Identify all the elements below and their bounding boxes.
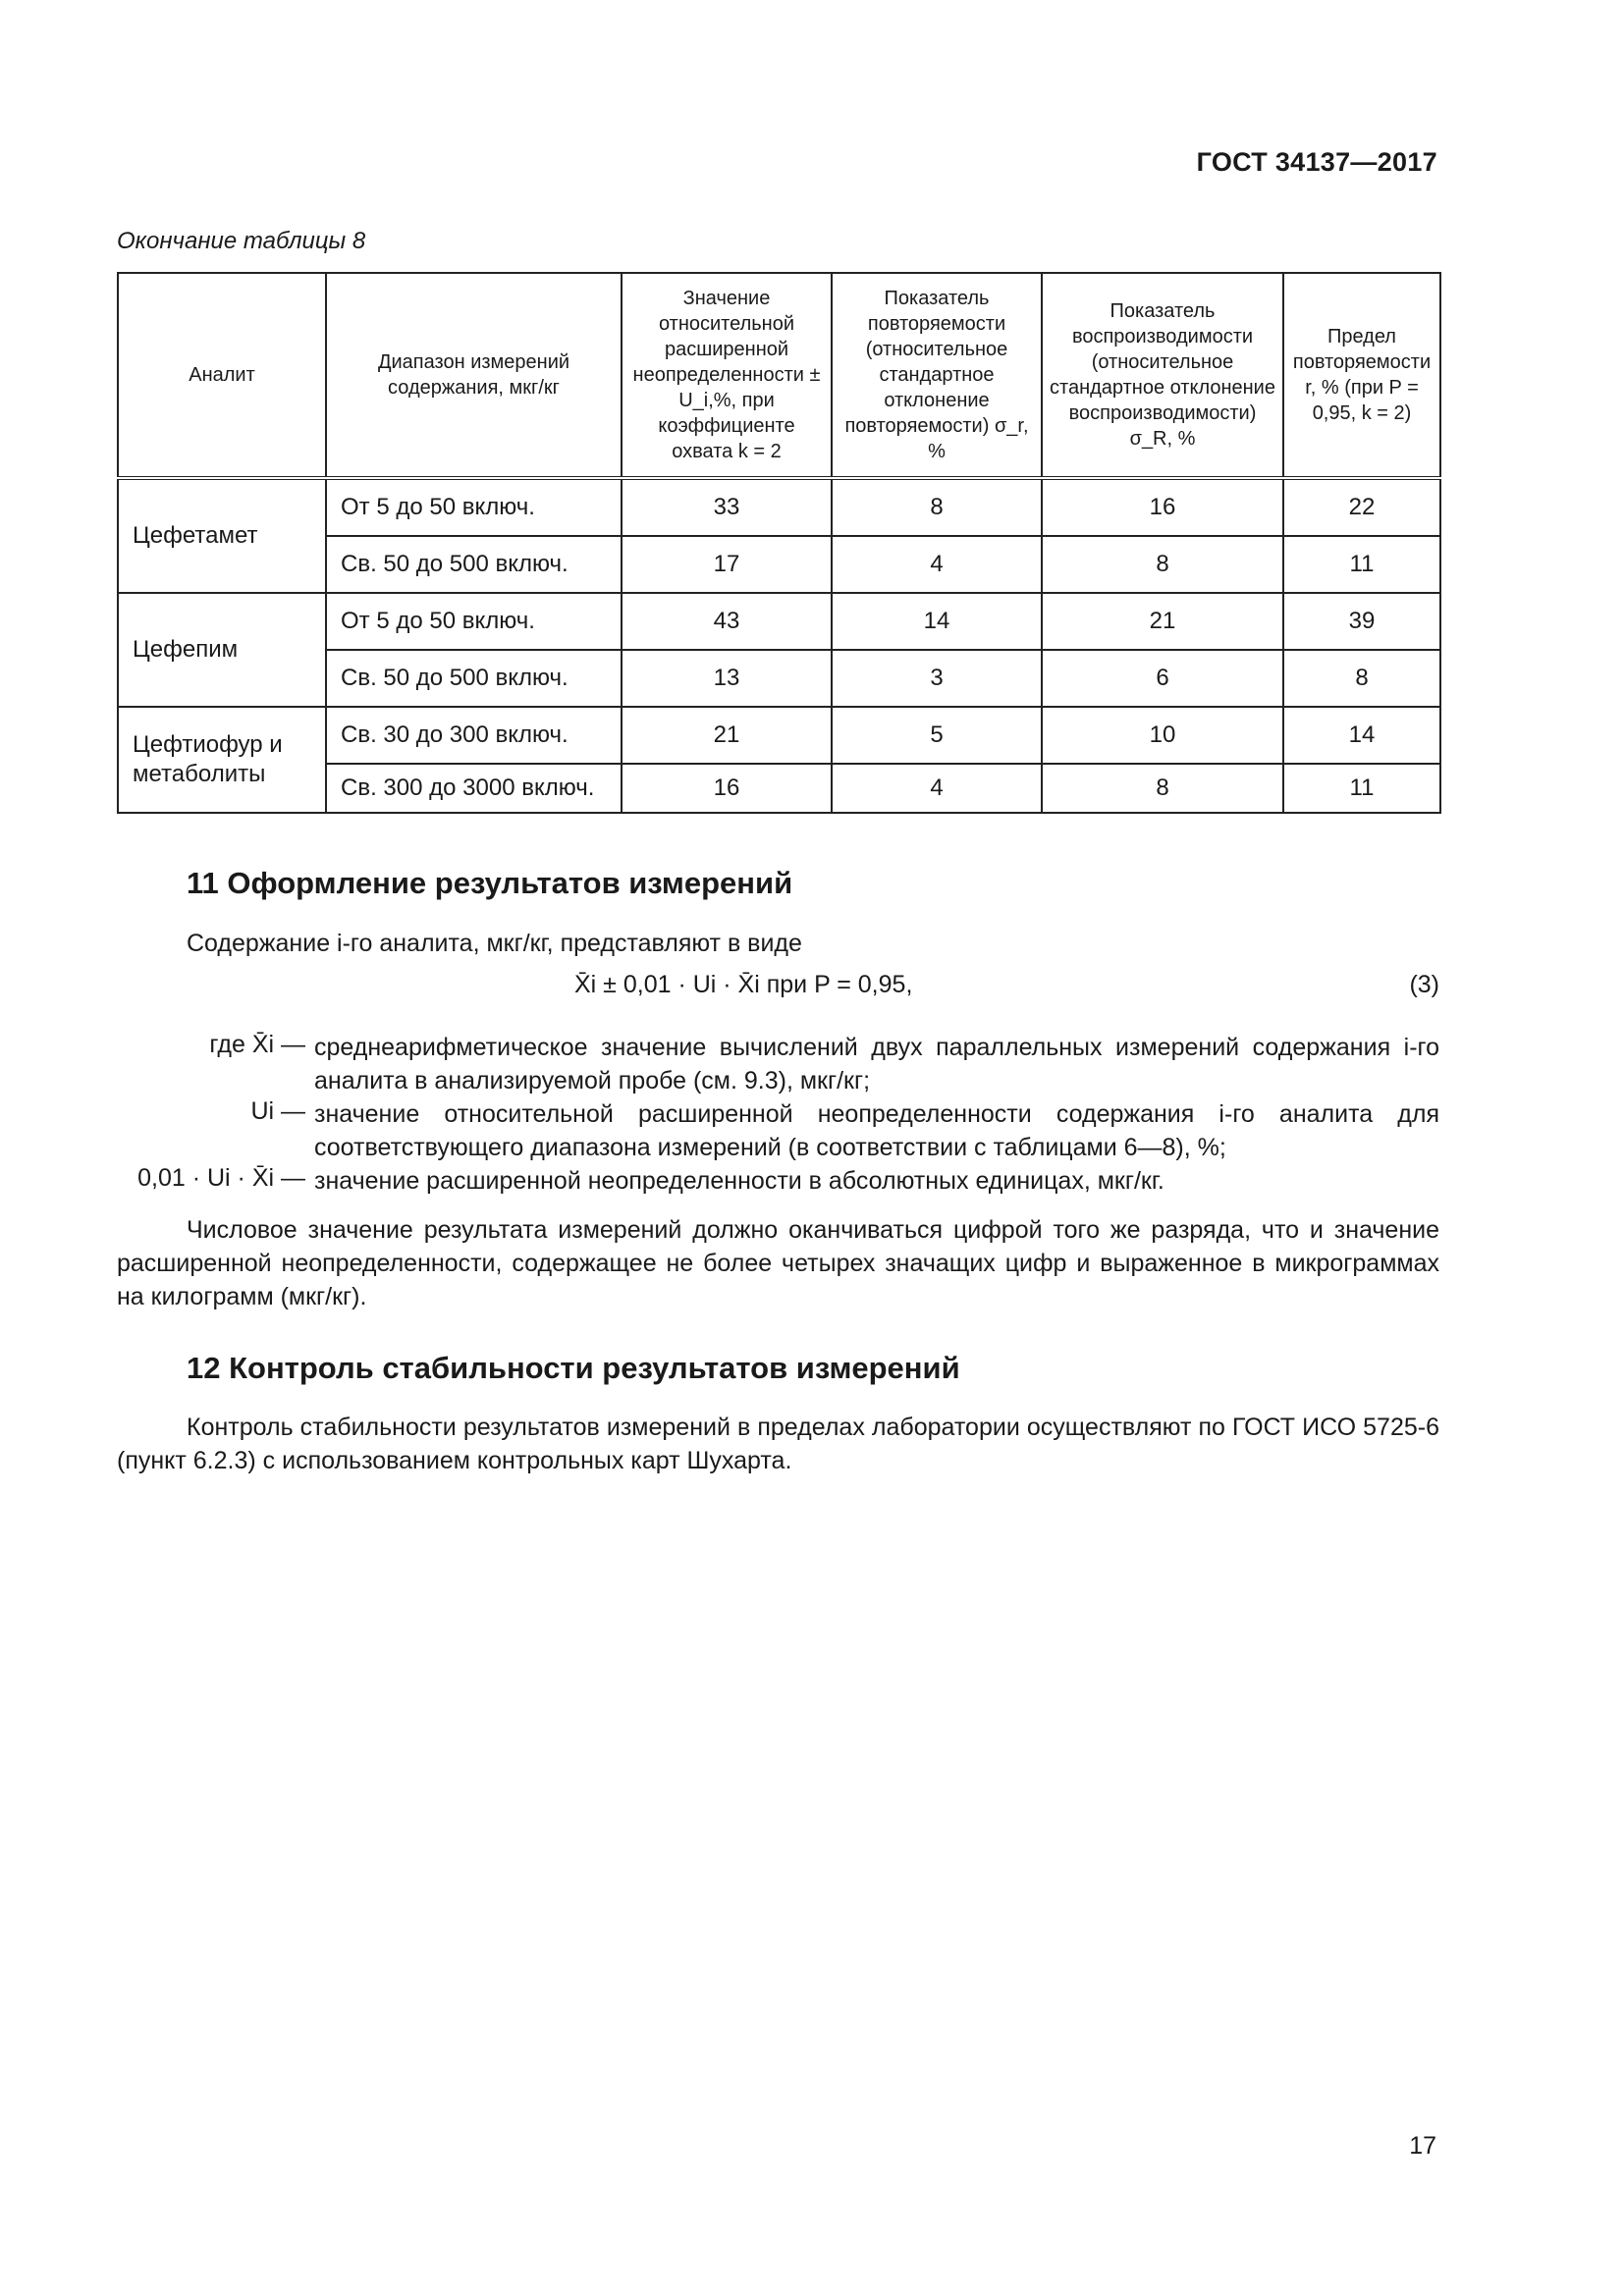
table-row bbox=[118, 593, 1440, 650]
uncertainty-cell: 21 bbox=[622, 707, 832, 764]
limit-cell: 11 bbox=[1283, 764, 1440, 813]
definition-term: Ui — bbox=[250, 1097, 305, 1125]
repeatability-cell: 4 bbox=[832, 764, 1042, 813]
page-number: 17 bbox=[1409, 2132, 1436, 2160]
table-caption: Окончание таблицы 8 bbox=[117, 228, 366, 254]
range-cell: Св. 300 до 3000 включ. bbox=[326, 764, 622, 813]
range-cell: От 5 до 50 включ. bbox=[326, 593, 622, 650]
repeatability-cell: 4 bbox=[832, 536, 1042, 593]
range-cell: Св. 50 до 500 включ. bbox=[326, 536, 622, 593]
definition-text: среднеарифметическое значение вычислений двух параллельных измерений содержания i-го аналита в анализируемой пробе (см. 9.3), мкг/кг; bbox=[314, 1034, 1439, 1095]
repeatability-cell: 8 bbox=[832, 478, 1042, 536]
uncertainty-cell: 33 bbox=[622, 478, 832, 536]
reproducibility-cell: 21 bbox=[1042, 593, 1283, 650]
header-reproducibility: Показатель воспроизводимости (относительное стандартное отклонение воспроизводимости) σ_R, % bbox=[1042, 273, 1283, 478]
repeatability-cell: 5 bbox=[832, 707, 1042, 764]
header-range: Диапазон измерений содержания, мкг/кг bbox=[326, 273, 622, 478]
analyte-cell: Цефетамет bbox=[118, 478, 326, 593]
range-cell: Св. 50 до 500 включ. bbox=[326, 650, 622, 707]
section-11-heading: 11 Оформление результатов измерений bbox=[187, 866, 793, 900]
reproducibility-cell: 6 bbox=[1042, 650, 1283, 707]
section-12-paragraph: Контроль стабильности результатов измерений в пределах лаборатории осуществляют по ГОСТ ИСО 5725-6 (пункт 6.2.3) с использованием контрольных карт Шухарта. bbox=[117, 1414, 1439, 1474]
definition-term: где X̄i — bbox=[209, 1031, 305, 1058]
definition-term: 0,01 · Ui · X̄i — bbox=[137, 1164, 305, 1192]
analyte-cell: Цефтиофур и метаболиты bbox=[118, 707, 326, 813]
table-row bbox=[118, 478, 1440, 536]
reproducibility-cell: 8 bbox=[1042, 764, 1283, 813]
section-11-intro-wrap bbox=[117, 927, 1439, 960]
section-11-intro: Содержание i-го аналита, мкг/кг, представляют в виде bbox=[187, 930, 802, 957]
repeatability-cell: 14 bbox=[832, 593, 1042, 650]
table-row bbox=[118, 707, 1440, 764]
results-table bbox=[117, 272, 1441, 814]
section-12-heading: 12 Контроль стабильности результатов измерений bbox=[187, 1351, 960, 1385]
equation-number: (3) bbox=[1409, 971, 1439, 998]
reproducibility-cell: 10 bbox=[1042, 707, 1283, 764]
section-12-paragraph-wrap bbox=[117, 1411, 1439, 1477]
uncertainty-cell: 16 bbox=[622, 764, 832, 813]
header-repeatability: Показатель повторяемости (относительное стандартное отклонение повторяемости) σ_r, % bbox=[832, 273, 1042, 478]
limit-cell: 11 bbox=[1283, 536, 1440, 593]
range-cell: Св. 30 до 300 включ. bbox=[326, 707, 622, 764]
document-code: ГОСТ 34137—2017 bbox=[1196, 147, 1437, 177]
range-cell: От 5 до 50 включ. bbox=[326, 478, 622, 536]
uncertainty-cell: 13 bbox=[622, 650, 832, 707]
limit-cell: 8 bbox=[1283, 650, 1440, 707]
section-11-paragraph-wrap bbox=[117, 1213, 1439, 1313]
definition-text: значение расширенной неопределенности в абсолютных единицах, мкг/кг. bbox=[314, 1167, 1164, 1195]
header-analyte: Аналит bbox=[118, 273, 326, 478]
limit-cell: 14 bbox=[1283, 707, 1440, 764]
definition-text: значение относительной расширенной неопределенности содержания i-го аналита для соответствующего диапазона измерений (в соответствии с таблицами 6—8), %; bbox=[314, 1100, 1439, 1161]
table-header-row bbox=[118, 273, 1440, 478]
limit-cell: 39 bbox=[1283, 593, 1440, 650]
header-uncertainty: Значение относительной расширенной неопределенности ± U_i,%, при коэффициенте охвата k = 2 bbox=[622, 273, 832, 478]
uncertainty-cell: 17 bbox=[622, 536, 832, 593]
header-limit: Предел повторяемости r, % (при P = 0,95, k = 2) bbox=[1283, 273, 1440, 478]
reproducibility-cell: 8 bbox=[1042, 536, 1283, 593]
analyte-cell: Цефепим bbox=[118, 593, 326, 707]
formula: X̄i ± 0,01 · Ui · X̄i при P = 0,95, bbox=[574, 971, 913, 998]
reproducibility-cell: 16 bbox=[1042, 478, 1283, 536]
limit-cell: 22 bbox=[1283, 478, 1440, 536]
section-11-paragraph: Числовое значение результата измерений должно оканчиваться цифрой того же разряда, что и значение расширенной неопределенности, содержащее не более четырех значащих цифр и выраженное в микрограммах на килограмм (мкг/кг). bbox=[117, 1216, 1439, 1310]
repeatability-cell: 3 bbox=[832, 650, 1042, 707]
uncertainty-cell: 43 bbox=[622, 593, 832, 650]
